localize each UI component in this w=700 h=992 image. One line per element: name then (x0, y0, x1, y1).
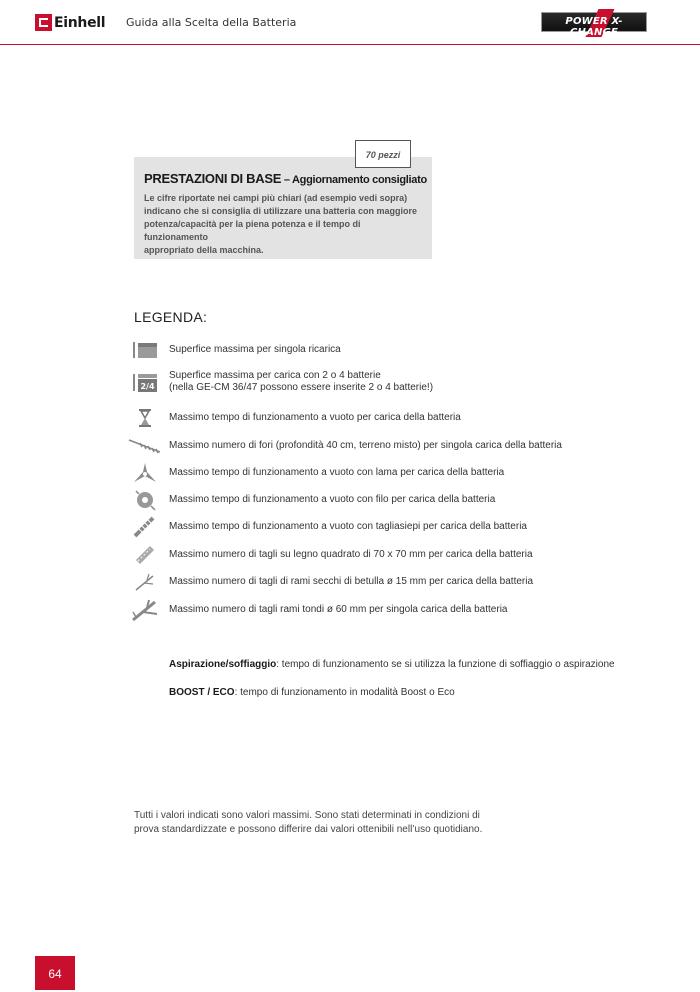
note-label: Aspirazione/soffiaggio (169, 659, 277, 670)
legend-text: Massimo tempo di funzionamento a vuoto con lama per carica della batteria (169, 467, 505, 478)
legend-text: Massimo numero di tagli su legno quadrato di 70 x 70 mm per carica della batteria (169, 549, 533, 560)
info-box-body (144, 192, 422, 257)
legend-text: Massimo tempo di funzionamento a vuoto con tagliasiepi per carica della batteria (169, 521, 527, 532)
trimmer-line-icon (130, 488, 160, 512)
legend-title: LEGENDA: (134, 309, 208, 325)
einhell-logo (35, 14, 105, 31)
legend-item (130, 570, 650, 594)
info-box (134, 157, 432, 259)
legend-item (130, 543, 650, 567)
header-divider (0, 44, 700, 45)
einhell-logo-icon (35, 14, 52, 31)
legend-text: Massimo numero di tagli di rami secchi di betulla ø 15 mm per carica della batteria (169, 576, 534, 587)
note-label: BOOST / ECO (169, 687, 235, 698)
hedge-trimmer-icon (130, 515, 160, 539)
legend-text: (nella GE-CM 36/47 possono essere inserite 2 o 4 batterie!) (169, 382, 434, 393)
info-box-title (144, 171, 427, 186)
brand-name: Einhell (54, 14, 106, 31)
thick-branch-icon (130, 598, 160, 622)
legend-item (130, 406, 650, 430)
legend-item (130, 434, 650, 458)
page-number: 64 (35, 956, 75, 990)
legend-text: Superfice massima per singola ricarica (169, 344, 341, 355)
hourglass-icon (130, 406, 160, 430)
legend-item (130, 370, 650, 394)
thin-branch-icon (130, 570, 160, 594)
info-box-line: appropriato della macchina. (144, 245, 264, 255)
legend-text: Massimo numero di fori (profondità 40 cm, terreno misto) per singola carica della batteria (169, 440, 562, 451)
note-boost-eco (169, 687, 455, 698)
page-header (0, 0, 700, 45)
note-text: : tempo di funzionamento se si utilizza la funzione di soffiaggio o aspirazione (276, 659, 615, 670)
info-box-title-sub: – Aggiornamento consigliato (281, 174, 427, 186)
legend-item (130, 598, 650, 622)
legend-item (130, 461, 650, 485)
document-title: Guida alla Scelta della Batteria (126, 16, 297, 29)
info-box-title-main: PRESTAZIONI DI BASE (144, 171, 282, 186)
battery-count-label: 2/4 (140, 382, 155, 391)
footer-disclaimer (134, 809, 482, 837)
auger-drill-icon (130, 434, 160, 458)
info-box-line: potenza/capacità per la piena potenza e il tempo di funzionamento (144, 219, 361, 242)
power-x-change-logo (541, 12, 647, 38)
legend-item (130, 515, 650, 539)
pieces-tag: 70 pezzi (355, 140, 411, 168)
legend-text: Massimo tempo di funzionamento a vuoto per carica della batteria (169, 412, 461, 423)
note-text: : tempo di funzionamento in modalità Boost o Eco (234, 687, 455, 698)
wood-beam-icon (130, 543, 160, 567)
legend-item (130, 488, 650, 512)
info-box-line: Le cifre riportate nei campi più chiari (ad esempio vedi sopra) (144, 193, 408, 203)
battery-2-4-icon (130, 370, 160, 394)
legend-text: Massimo numero di tagli rami tondi ø 60 mm per singola carica della batteria (169, 604, 508, 615)
info-box-line: indicano che si consiglia di utilizzare una batteria con maggiore (144, 206, 418, 216)
footer-line: Tutti i valori indicati sono valori massimi. Sono stati determinati in condizioni di (134, 810, 480, 821)
legend-text: Massimo tempo di funzionamento a vuoto con filo per carica della batteria (169, 494, 496, 505)
battery-surface-icon (130, 338, 160, 362)
legend-item (130, 338, 650, 362)
mower-blade-icon (130, 461, 160, 485)
footer-line: prova standardizzate e possono differire dai valori ottenibili nell’uso quotidiano. (134, 824, 483, 835)
power-x-change-text: POWER X-CHANGE (565, 16, 623, 38)
legend-text: Superfice massima per carica con 2 o 4 batterie (169, 370, 381, 381)
note-aspirazione (169, 659, 615, 670)
